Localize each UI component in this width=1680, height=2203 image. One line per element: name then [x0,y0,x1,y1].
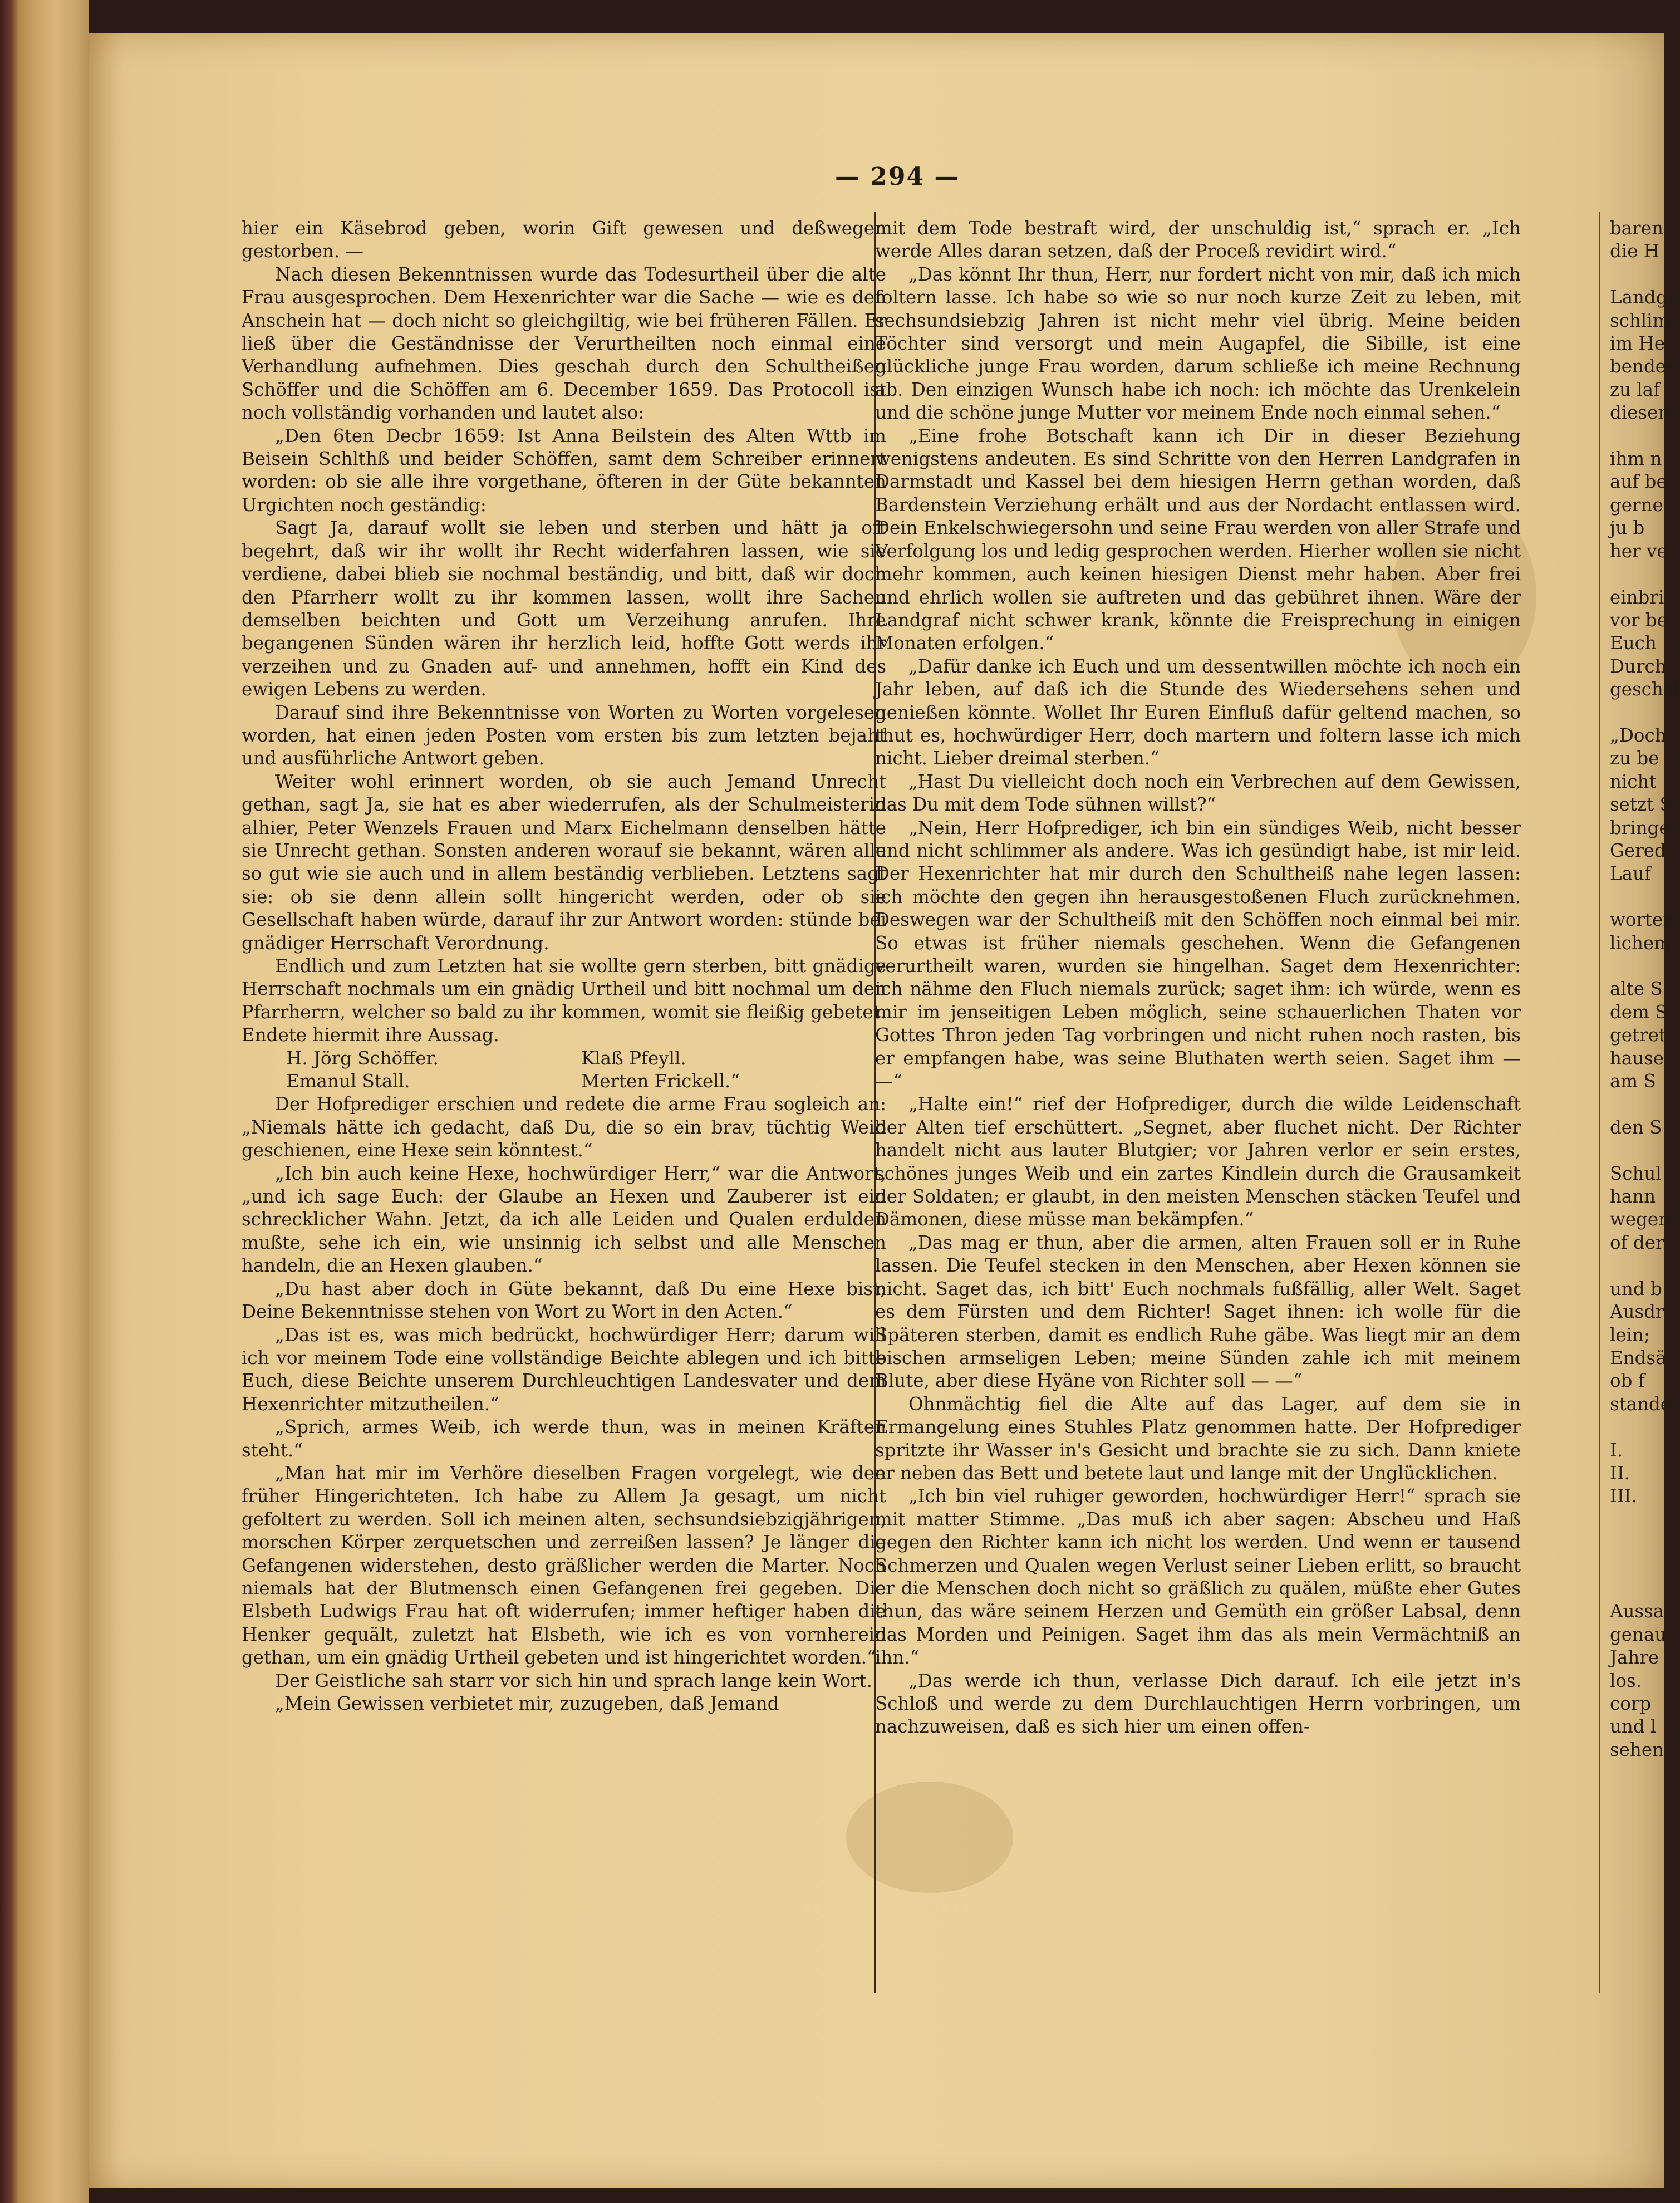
text-fragment: genau [1610,1623,1667,1645]
text-fragment: zu be [1610,748,1659,769]
text-fragment [1610,1508,1672,1531]
text-fragment: Euch [1610,632,1657,654]
signature: Merten Frickell.“ [581,1071,740,1092]
text-fragment: nicht [1610,771,1657,792]
paragraph: „Ich bin auch keine Hexe, hochwürdiger Herr,“ war die Antwort, „und ich sage Euch: der Glaube an Hexen und Zauberer ist ein schrecklicher Wahn. Jetzt, da ich alle Leiden und Qualen erdulden mußte, sehe ich ein, wie unsinnig ich selbst und alle Menschen handeln, die an Hexen glauben.“ [242,1162,886,1277]
text-fragment: I. [1610,1439,1623,1461]
text-fragment [1610,955,1672,978]
paragraph: „Mein Gewissen verbietet mir, zuzugeben, daß Jemand [275,1693,779,1714]
signature: H. Jörg Schöffer. [286,1047,439,1069]
paragraph: „Du hast aber doch in Güte bekannt, daß Du eine Hexe bist; Deine Bekenntnisse stehen von Wort zu Wort in den Acten.“ [242,1278,886,1323]
text-fragment: Ausdr [1610,1301,1664,1323]
paragraph: „Nein, Herr Hofprediger, ich bin ein sündiges Weib, nicht besser und nicht schlimmer als andere. Was ich gesündigt habe, ist mir leid. Der Hexenrichter hat mir durch den Schultheiß nahe legen lassen: ich möchte den gegen ihn herausgestoßenen Fluch zurücknehmen. Deswegen war der Schultheiß mit den Schöffen noch einmal bei mir. So etwas ist früher niemals geschehen. Wenn die Gefangenen verurtheilt waren, wurden sie hingelhan. Saget dem Hexenrichter: ich nähme den Fluch niemals zurück; saget ihm: ich würde, wenn es mir im jenseitigen Leben möglich, seine schauerlichen Thaten vor Gottes Thron jeden Tag vorbringen und nicht ruhen noch rasten, bis er empfangen habe, was seine Bluthaten werth seien. Saget ihm — —“ [875,817,1521,1092]
text-fragment [1610,563,1672,586]
text-fragment [1610,425,1672,448]
text-fragment [1610,1139,1672,1162]
text-fragment: Aussa [1610,1601,1664,1622]
paragraph: „Das mag er thun, aber die armen, alten Frauen soll er in Ruhe lassen. Die Teufel stecken in den Menschen, aber Hexen können sie nicht. Saget das, ich bitt' Euch nochmals fußfällig, aller Welt. Saget es dem Fürsten und dem Richter! Saget ihnen: ich wolle für die Späteren sterben, damit es endlich Ruhe gäbe. Was liegt mir an dem bischen armseligen Leben; meine Sünden zahle ich mit meinem Blute, aber diese Hyäne von Richter soll — —“ [875,1231,1521,1392]
paragraph: „Dafür danke ich Euch und um dessentwillen möchte ich noch ein Jahr leben, auf daß ich die Stunde des Wiedersehens sehen und genießen könnte. Wollet Ihr Euren Einfluß dafür geltend machen, so thut es, hochwürdiger Herr, doch martern und foltern lasse ich mich nicht. Lieber dreimal sterben.“ [875,655,1521,769]
text-fragment: Landg [1610,287,1668,308]
text-fragment: ihm n [1610,448,1662,470]
text-fragment: Durch [1610,655,1667,677]
text-fragment [1610,886,1672,909]
signature-row [242,1070,886,1093]
book-page-edges [0,0,89,2203]
text-fragment: und l [1610,1716,1657,1738]
text-fragment [1610,701,1672,724]
text-fragment: setzt S [1610,794,1672,816]
paragraph: mit dem Tode bestraft wird, der unschuldig ist,“ sprach er. „Ich werde Alles daran setzen, daß der Proceß revidirt wird.“ [875,218,1521,262]
text-fragment [1610,1554,1672,1577]
paragraph: „Hast Du vielleicht doch noch ein Verbrechen auf dem Gewissen, das Du mit dem Tode sühnen willst?“ [875,771,1521,816]
text-fragment: Jahre [1610,1647,1659,1669]
text-fragment: worter [1610,909,1672,931]
signature: Klaß Pfeyll. [581,1047,686,1069]
text-fragment: zu laf [1610,379,1661,400]
paragraph: hier ein Käsebrod geben, worin Gift gewesen und deßwegen gestorben. — [242,218,886,262]
text-fragment [1610,263,1672,286]
text-fragment: alte S [1610,978,1663,1000]
text-fragment: los. [1610,1670,1642,1691]
text-fragment: wegen [1610,1209,1671,1230]
paragraph: „Sprich, armes Weib, ich werde thun, was in meinen Kräften steht.“ [242,1416,886,1461]
paragraph: „Man hat mir im Verhöre dieselben Fragen vorgelegt, wie den früher Hingerichteten. Ich habe zu Allem Ja gesagt, um nicht gefoltert zu werden. Soll ich meinen alten, sechsundsiebzigjährigen, morschen Körper zerquetschen und zerreißen lassen? Je länger die Gefangenen widerstehen, desto gräßlicher werden die Marter. Noch niemals hat der Blutmensch einen Gefangenen frei gegeben. Die Elsbeth Ludwigs Frau hat oft widerrufen; immer heftiger haben die Henker gequält, zuletzt hat Elsbeth, wie ich es von vornherein gethan, um ein gnädig Urtheil gebeten und ist hingerichtet worden.“ [242,1462,886,1669]
text-fragment: im He [1610,333,1666,355]
paragraph: Der Geistliche sah starr vor sich hin und sprach lange kein Wort. [275,1670,872,1691]
paragraph: Sagt Ja, darauf wollt sie leben und sterben und hätt ja oft begehrt, daß wir ihr wollt ihr Recht widerfahren lassen, wie sie verdiene, dabei blieb sie nochmal beständig, und bitt, daß wir doch den Pfarrherr wollt zu ihr kommen lassen, wollt ihre Sachen demselben beichten und Gott um Verzeihung anrufen. Ihre begangenen Sünden wären ihr herzlich leid, hoffte Gott werds ihr verzeihen und zu Gnaden auf- und annehmen, hofft ein Kind des ewigen Lebens zu werden. [242,517,886,700]
text-fragment: baren [1610,218,1663,239]
text-fragment [1610,1577,1672,1600]
paragraph: „Ich bin viel ruhiger geworden, hochwürdiger Herr!“ sprach sie mit matter Stimme. „Das muß ich aber sagen: Abscheu und Haß gegen den Richter kann ich nicht los werden. Und wenn er tausend Schmerzen und Qualen wegen Verlust seiner Lieben erlitt, so braucht er die Menschen doch nicht so gräßlich zu quälen, müßte eher Gutes thun, das wäre seinem Herzen und Gemüth ein größer Labsal, denn das Morden und Peinigen. Saget ihm das als mein Vermächtniß an ihn.“ [875,1485,1521,1669]
text-fragment: benden [1610,356,1678,377]
text-fragment: geschal [1610,679,1680,700]
text-fragment: ob f [1610,1370,1645,1392]
text-fragment: vor be [1610,609,1668,631]
text-fragment: am S [1610,1071,1656,1092]
text-fragment: lein; [1610,1324,1650,1346]
paragraph: Darauf sind ihre Bekenntnisse von Worten zu Worten vorgelesen worden, hat einen jeden Posten vom ersten bis zum letzten bejaht und ausführliche Antwort geben. [242,701,886,769]
text-fragment: den S [1610,1116,1662,1138]
text-fragment: bringe [1610,817,1670,838]
paragraph: Der Hofprediger erschien und redete die arme Frau sogleich an: „Niemals hätte ich gedacht, daß Du, die so ein brav, tüchtig Weib geschienen, eine Hexe sein könntest.“ [242,1093,886,1161]
text-fragment: gerne [1610,494,1663,516]
paragraph: Nach diesen Bekenntnissen wurde das Todesurtheil über die alte Frau ausgesprochen. Dem Hexenrichter war die Sache — wie es den Anschein hat — doch nicht so gleichgiltig, wie bei früheren Fällen. Er ließ über die Geständnisse der Verurtheilten noch einmal eine Verhandlung aufnehmen. Dies geschah durch den Schultheißen Schöffer und die Schöffen am 6. December 1659. Das Protocoll ist noch vollständig vorhanden und lautet also: [242,263,886,424]
text-fragment: III. [1610,1485,1637,1507]
left-column [242,217,886,1715]
text-fragment: corp [1610,1693,1652,1714]
text-fragment: her ve [1610,540,1668,562]
text-fragment: ju b [1610,517,1645,539]
text-fragment: lichem [1610,932,1671,954]
text-fragment [1610,1093,1672,1116]
page-number: — 294 — [835,163,960,191]
text-fragment: II. [1610,1462,1630,1484]
paragraph: „Halte ein!“ rief der Hofprediger, durch die wilde Leidenschaft der Alten tief erschüttert. „Segnet, aber fluchet nicht. Der Richter handelt nicht aus lauter Blutgier; vor Jahren verlor er sein erstes, schönes junges Weib und ein zartes Kindlein durch die Grausamkeit der Soldaten; er glaubt, in den meisten Menschen stäcken Teufel und Dämonen, diese müsse man bekämpfen.“ [875,1093,1521,1230]
paragraph: „Das könnt Ihr thun, Herr, nur fordert nicht von mir, daß ich mich foltern lasse. Ich habe so wie so nur noch kurze Zeit zu leben, mit sechsundsiebzig Jahren ist nicht mehr viel übrig. Meine beiden Töchter sind versorgt und mein Augapfel, die Sibille, ist eine glückliche junge Frau worden, darum schließe ich meine Rechnung ab. Den einzigen Wunsch habe ich noch: ich möchte das Urenkelein und die schöne junge Mutter vor meinem Ende noch einmal sehen.“ [875,263,1521,424]
text-fragment: die H [1610,241,1660,262]
text-fragment: dem S [1610,1001,1668,1023]
paragraph: Weiter wohl erinnert worden, ob sie auch Jemand Unrecht gethan, sagt Ja, sie hat es aber wiederrufen, als der Schulmeisterin alhier, Peter Wenzels Frauen und Marx Eichelmann denselben hätte sie Unrecht gethan. Sonsten anderen worauf sie bekannt, wären alle so gut wie sie auch und in allem beständig verblieben. Letztens sagt sie: ob sie denn allein sollt hingericht werden, oder ob sie Gesellschaft haben würde, darauf ihr zur Antwort worden: stünde bei gnädiger Herrschaft Verordnung. [242,771,886,954]
text-fragment: „Doch [1610,724,1667,746]
text-fragment: auf be [1610,471,1667,493]
text-fragment: stande [1610,1393,1672,1415]
text-fragment [1610,1416,1672,1439]
paragraph: Endlich und zum Letzten hat sie wollte gern sterben, bitt gnädige Herrschaft nochmals um ein gnädig Urtheil und bitt nochmal um den Pfarrherrn, welcher so bald zu ihr kommen, womit sie fleißig gebetet. Endete hiermit ihre Aussag. [242,955,886,1046]
text-fragment [1610,1254,1672,1277]
paragraph: „Den 6ten Decbr 1659: Ist Anna Beilstein des Alten Wttb im Beisein Schlthß und beider Schöffen, samt dem Schreiber erinnert worden: ob sie alle ihre vorgethane, öfteren in der Güte bekannten Urgichten noch geständig: [242,425,886,516]
paragraph: „Eine frohe Botschaft kann ich Dir in dieser Beziehung wenigstens andeuten. Es sind Schritte von den Herren Landgrafen in Darmstadt und Kassel bei dem hiesigen Herrn gethan worden, daß Bardenstein Verziehung erhält und aus der Nordacht entlassen wird. Dein Enkelschwiegersohn und seine Frau werden von aller Strafe und Verfolgung los und ledig gesprochen werden. Hierher wollen sie nicht mehr kommen, auch keinen hiesigen Dienst mehr haben. Aber frei und ehrlich wollen sie auftreten und das gebühret ihnen. Wäre der Landgraf nicht schwer krank, könnte die Freisprechung in einigen Monaten erfolgen.“ [875,425,1521,654]
text-fragment: Schul [1610,1162,1662,1184]
middle-column [875,217,1521,1739]
paper-stain [846,1782,1013,1893]
text-fragment: getret [1610,1024,1666,1046]
paragraph: „Das ist es, was mich bedrückt, hochwürdiger Herr; darum will ich vor meinem Tode eine vollständige Beichte ablegen und ich bitte Euch, diese Beichte unserem Durchleuchtigen Landesvater und dem Hexenrichter mitzutheilen.“ [242,1324,886,1415]
text-fragment [1610,1531,1672,1554]
signature: Emanul Stall. [286,1071,410,1092]
text-fragment: hann [1610,1186,1656,1208]
text-fragment: einbri [1610,586,1664,608]
column-divider [1599,212,1600,1993]
paragraph: „Das werde ich thun, verlasse Dich darauf. Ich eile jetzt in's Schloß und werde zu dem Durchlauchtigen Herrn vorbringen, um nachzuweisen, daß es sich hier um einen offen- [875,1670,1521,1738]
text-fragment: Lauf [1610,863,1651,885]
text-fragment: Endsä [1610,1347,1667,1368]
text-fragment: schlim [1610,310,1670,331]
text-fragment: sehen, [1610,1739,1670,1760]
right-column-cropped [1610,217,1680,1762]
text-fragment: hause [1610,1047,1664,1069]
signature-row [242,1047,886,1070]
text-fragment: und b [1610,1278,1662,1299]
text-fragment: Gered [1610,840,1666,861]
text-fragment: diesen [1610,402,1670,424]
text-fragment: of der [1610,1231,1664,1253]
paragraph: Ohnmächtig fiel die Alte auf das Lager, auf dem sie in Ermangelung eines Stuhles Platz genommen hatte. Der Hofprediger spritzte ihr Wasser in's Gesicht und brachte sie zu sich. Dann kniete er neben das Bett und betete laut und lange mit der Unglücklichen. [875,1393,1521,1484]
